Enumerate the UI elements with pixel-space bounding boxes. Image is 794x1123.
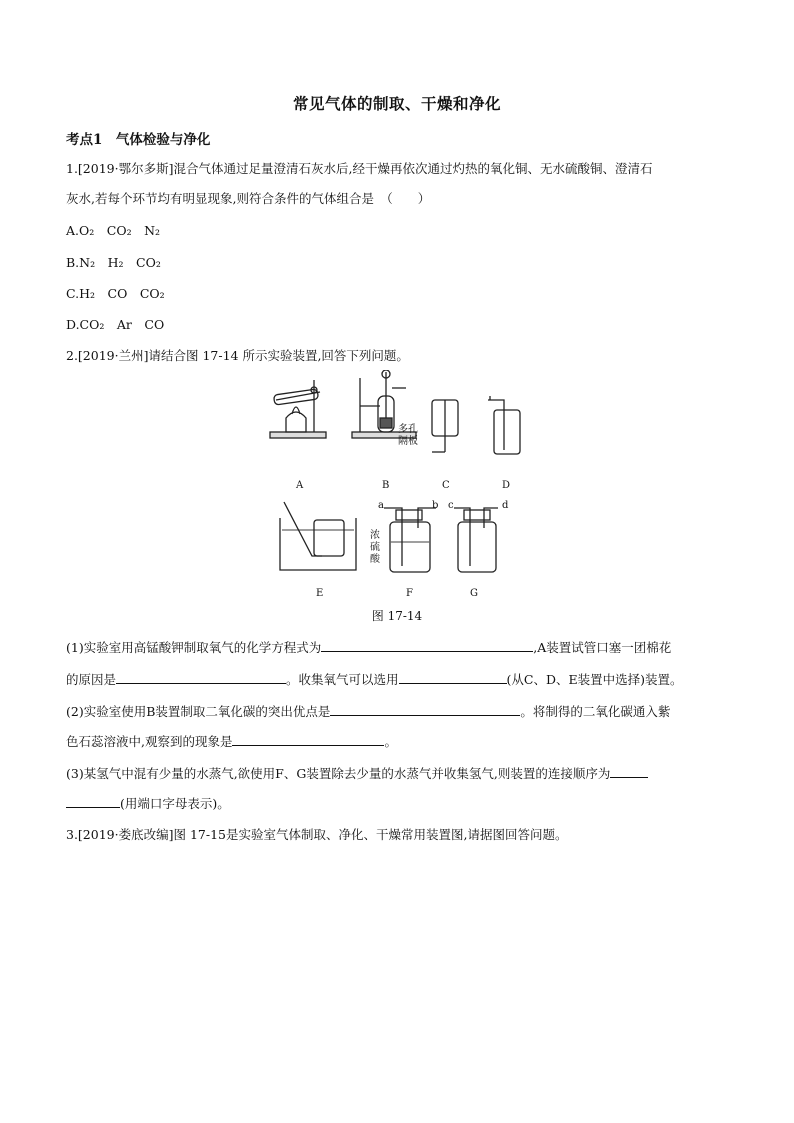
label-a: A (296, 480, 304, 491)
q2-answer-blank-4[interactable] (330, 702, 520, 716)
q1-option-d: D.CO₂ Ar CO (66, 317, 165, 332)
q2-part3-text-a: (3)某氢气中混有少量的水蒸气,欲使用F、G装置除去少量的水蒸气并收集氢气,则装置的连接顺序为 (66, 766, 611, 781)
label-c: C (442, 480, 450, 491)
q2-part3-line1 (66, 764, 648, 783)
label-b: B (382, 480, 390, 491)
q2-answer-blank-1[interactable] (321, 638, 533, 652)
q1-option-a: A.O₂ CO₂ N₂ (66, 223, 161, 238)
q2-answer-blank-3[interactable] (399, 670, 507, 684)
q2-stem: 2.[2019·兰州]请结合图 17-14 所示实验装置,回答下列问题。 (66, 348, 409, 363)
q2-part2-text-d: 。 (384, 734, 397, 749)
apparatus-c (432, 400, 458, 452)
q2-answer-blank-5[interactable] (232, 732, 384, 746)
label-acid-3: 酸 (370, 554, 380, 565)
q2-part2-text-b: 。将制得的二氧化碳通入紫 (520, 704, 671, 719)
q2-part1-text-b: ,A装置试管口塞一团棉花 (533, 640, 672, 655)
apparatus-e (280, 502, 356, 570)
label-e: E (316, 588, 324, 599)
label-f: F (406, 588, 413, 599)
q2-part1-text-c: 的原因是 (66, 672, 117, 687)
apparatus-d (488, 396, 520, 454)
q2-part2-text-c: 色石蕊溶液中,观察到的现象是 (66, 734, 233, 749)
q2-part1-text-d: 。收集氧气可以选用 (286, 672, 399, 687)
q1-stem-line1: 1.[2019·鄂尔多斯]混合气体通过足量澄清石灰水后,经干燥再依次通过灼热的氧化铜、无水硫酸铜、澄清石 (66, 161, 653, 176)
apparatus-diagram (262, 370, 532, 630)
q2-part2-text-a: (2)实验室使用B装置制取二氧化碳的突出优点是 (66, 704, 331, 719)
q2-part2-line2 (66, 732, 397, 751)
q2-answer-blank-2[interactable] (116, 670, 286, 684)
q2-part2-line1 (66, 702, 670, 721)
apparatus-g (454, 508, 498, 572)
q2-part1-text-a: (1)实验室用高锰酸钾制取氧气的化学方程式为 (66, 640, 322, 655)
label-d: D (502, 480, 511, 491)
q1-option-b: B.N₂ H₂ CO₂ (66, 255, 161, 270)
q1-stem-line2: 灰水,若每个环节均有明显现象,则符合条件的气体组合是 （ ） (66, 191, 431, 206)
label-porous-2: 隔板 (398, 436, 418, 447)
section-heading: 考点1 气体检验与净化 (66, 132, 211, 148)
q2-part1-line2 (66, 670, 683, 689)
label-g: G (470, 588, 478, 599)
q2-part3-line2 (66, 794, 230, 813)
apparatus-a (270, 380, 326, 438)
port-b: b (432, 500, 439, 511)
page-title: 常见气体的制取、干燥和净化 (292, 94, 501, 113)
q2-answer-blank-6[interactable] (610, 764, 648, 778)
q2-part1-line1 (66, 638, 671, 657)
q2-part3-text-b: (用端口字母表示)。 (120, 796, 230, 811)
label-acid-1: 浓 (370, 530, 380, 541)
q2-part1-text-e: (从C、D、E装置中选择)装置。 (506, 672, 683, 687)
q3-stem: 3.[2019·娄底改编]图 17-15是实验室气体制取、净化、干燥常用装置图,请据图回答问题。 (66, 827, 568, 842)
port-c: c (448, 500, 454, 511)
figure-caption: 图 17-14 (371, 609, 423, 623)
apparatus-figure (262, 370, 532, 630)
apparatus-f (384, 508, 436, 572)
q2-answer-blank-6b[interactable] (66, 794, 120, 808)
label-porous-1: 多孔 (398, 424, 418, 435)
label-acid-2: 硫 (370, 542, 380, 553)
port-a: a (378, 500, 384, 511)
port-d: d (502, 500, 509, 511)
q1-option-c: C.H₂ CO CO₂ (66, 286, 165, 301)
